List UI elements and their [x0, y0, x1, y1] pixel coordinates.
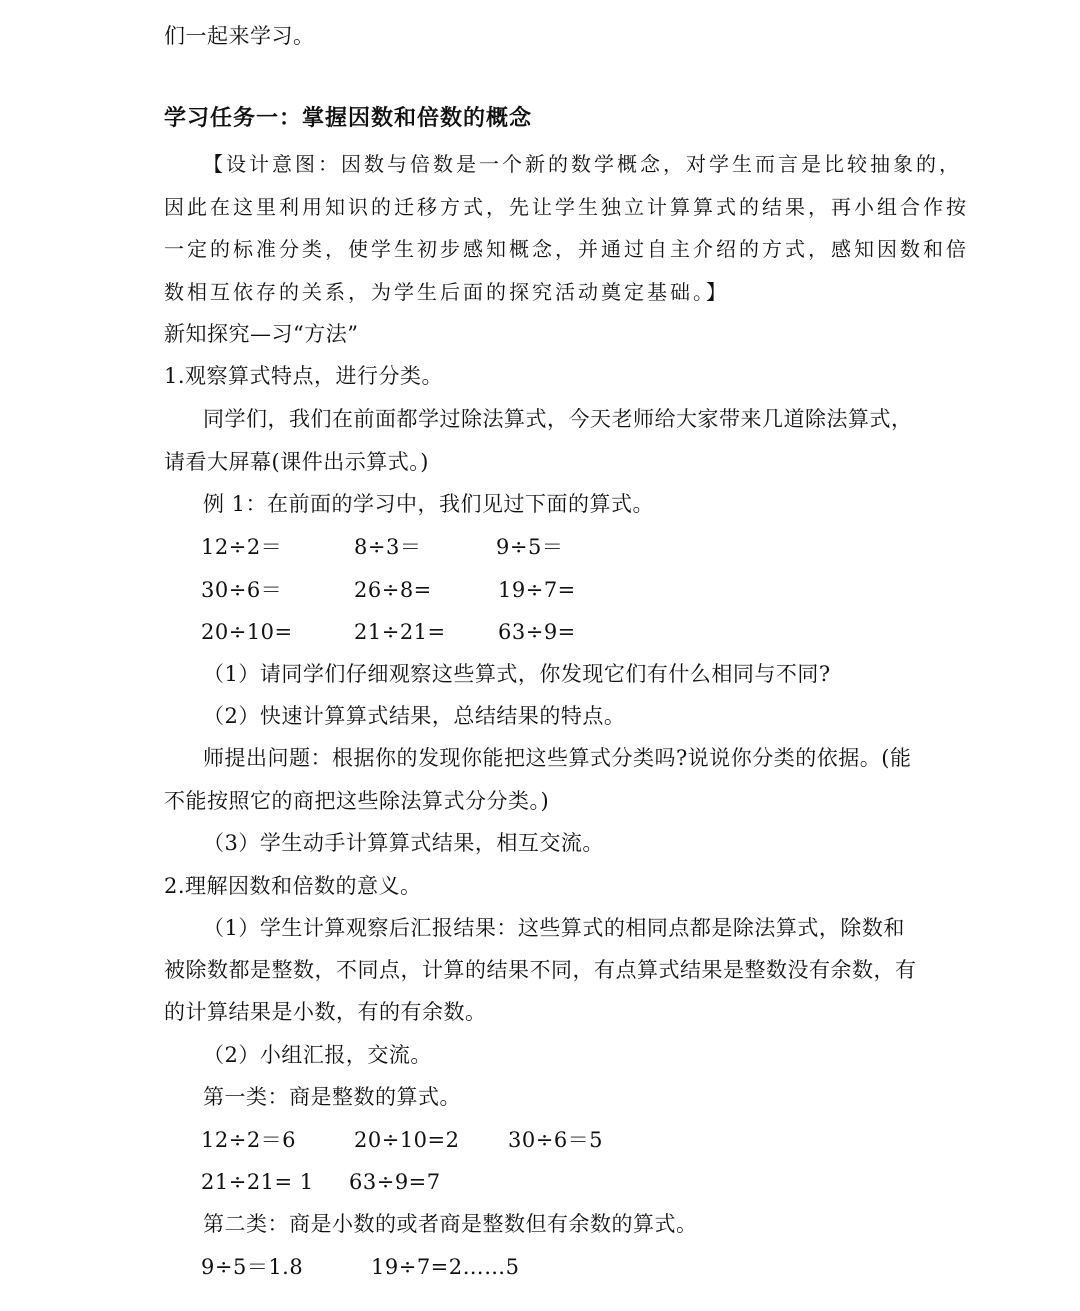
question-text: （2）快速计算算式结果，总结结果的特点。 — [203, 704, 626, 728]
equation: 12÷2＝ — [201, 535, 283, 559]
subsection-title: 新知探究—习“方法” — [164, 322, 359, 346]
equation: 9÷5＝1.8 — [201, 1255, 304, 1279]
design-intent-line: 【设计意图：因数与倍数是一个新的数学概念，对学生而言是比较抽象的， — [203, 152, 962, 176]
paragraph-text: 们一起来学习。 — [164, 24, 315, 48]
paragraph-text: （1）学生计算观察后汇报结果：这些算式的相同点都是除法算式，除数和 — [203, 916, 905, 940]
paragraph-text: 师提出问题：根据你的发现你能把这些算式分类吗?说说你分类的依据。(能 — [203, 746, 912, 770]
question-text: （1）请同学们仔细观察这些算式，你发现它们有什么相同与不同? — [203, 662, 831, 686]
equation: 21÷21= 1 — [201, 1170, 314, 1194]
equation: 8÷3＝ — [354, 535, 422, 559]
equation: 12÷2＝6 — [201, 1128, 297, 1152]
step-heading: 2.理解因数和倍数的意义。 — [164, 874, 422, 898]
equation: 20÷10=2 — [354, 1128, 460, 1152]
design-intent-line: 一定的标准分类，使学生初步感知概念，并通过自主介绍的方式，感知因数和倍 — [164, 237, 969, 261]
step-heading: 1.观察算式特点，进行分类。 — [164, 364, 444, 388]
category-label: 第二类：商是小数的或者商是整数但有余数的算式。 — [203, 1212, 698, 1236]
paragraph-text: 同学们，我们在前面都学过除法算式，今天老师给大家带来几道除法算式， — [203, 407, 913, 431]
paragraph-text: 的计算结果是小数，有的有余数。 — [164, 1000, 487, 1024]
paragraph-text: 被除数都是整数，不同点，计算的结果不同，有点算式结果是整数没有余数，有 — [164, 958, 917, 982]
equation: 26÷8= — [354, 578, 432, 602]
equation: 63÷9=7 — [349, 1170, 441, 1194]
example-text: 例 1：在前面的学习中，我们见过下面的算式。 — [203, 492, 655, 516]
equation: 9÷5＝ — [496, 535, 564, 559]
equation: 30÷6＝ — [201, 578, 283, 602]
paragraph-text: 不能按照它的商把这些除法算式分分类。) — [164, 789, 550, 813]
equation: 21÷21= — [354, 620, 446, 644]
equation: 20÷10= — [201, 620, 293, 644]
equation: 19÷7=2……5 — [371, 1255, 520, 1279]
paragraph-text: （2）小组汇报，交流。 — [203, 1043, 432, 1067]
equation: 19÷7= — [498, 578, 576, 602]
paragraph-text: 请看大屏幕(课件出示算式。) — [164, 450, 429, 474]
design-intent-line: 因此在这里利用知识的迁移方式，先让学生独立计算算式的结果，再小组合作按 — [164, 195, 969, 219]
equation: 30÷6＝5 — [508, 1128, 604, 1152]
category-label: 第一类：商是整数的算式。 — [203, 1085, 461, 1109]
section-heading: 学习任务一：掌握因数和倍数的概念 — [164, 105, 533, 131]
equation: 63÷9= — [498, 620, 576, 644]
design-intent-line: 数相互依存的关系，为学生后面的探究活动奠定基础。】 — [164, 280, 729, 304]
question-text: （3）学生动手计算算式结果，相互交流。 — [203, 831, 604, 855]
